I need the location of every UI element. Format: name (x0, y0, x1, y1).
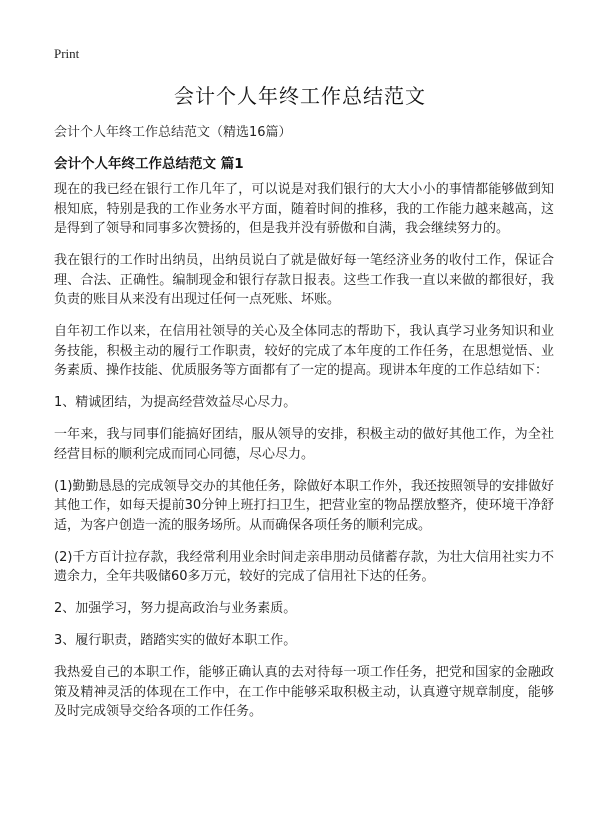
document-subtitle: 会计个人年终工作总结范文（精选16篇） (54, 125, 292, 140)
page-title: 会计个人年终工作总结范文 (174, 84, 426, 108)
paragraph: 一年来，我与同事们能搞好团结，服从领导的安排，积极主动的做好其他工作，为全社经营目标的顺利完成而同心同德，尽心尽力。 (54, 427, 554, 462)
print-link[interactable]: Print (54, 46, 80, 61)
paragraph: 2、加强学习，努力提高政治与业务素质。 (54, 601, 297, 616)
paragraph: (2)千方百计拉存款，我经常利用业余时间走亲串朋动员储蓄存款，为壮大信用社实力不遗余力，全年共吸储60多万元，较好的完成了信用社下达的任务。 (54, 549, 554, 584)
paragraph: 我热爱自己的本职工作，能够正确认真的去对待每一项工作任务，把党和国家的金融政策及精神灵活的体现在工作中，在工作中能够采取积极主动，认真遵守规章制度，能够及时完成领导交给各项的工作任务。 (54, 665, 554, 719)
paragraph: (1)勤勤恳恳的完成领导交办的其他任务，除做好本职工作外，我还按照领导的安排做好其他工作，如每天提前30分钟上班打扫卫生，把营业室的物品摆放整齐，使环境干净舒适，为客户创造一流的服务场所。从而确保各项任务的顺利完成。 (54, 478, 554, 533)
paragraph: 1、精诚团结，为提高经营效益尽心尽力。 (54, 395, 297, 410)
article-body (54, 180, 554, 734)
section-heading: 会计个人年终工作总结范文 篇1 (54, 156, 244, 172)
paragraph: 现在的我已经在银行工作几年了，可以说是对我们银行的大大小小的事情都能够做到知根知底，特别是我的工作业务水平方面，随着时间的推移，我的工作能力越来越高，这是得到了领导和同事多次赞扬的，但是我并没有骄傲和自满，我会继续努力的。 (54, 182, 554, 236)
paragraph: 自年初工作以来，在信用社领导的关心及全体同志的帮助下，我认真学习业务知识和业务技能，积极主动的履行工作职责，较好的完成了本年度的工作任务，在思想觉悟、业务素质、操作技能、优质服务等方面都有了一定的提高。现讲本年度的工作总结如下： (54, 324, 554, 378)
paragraph: 3、履行职责，踏踏实实的做好本职工作。 (54, 633, 297, 648)
paragraph: 我在银行的工作时出纳员，出纳员说白了就是做好每一笔经济业务的收付工作，保证合理、合法、正确性。编制现金和银行存款日报表。这些工作我一直以来做的都很好，我负责的账目从来没有出现过任何一点死账、坏账。 (54, 253, 554, 307)
